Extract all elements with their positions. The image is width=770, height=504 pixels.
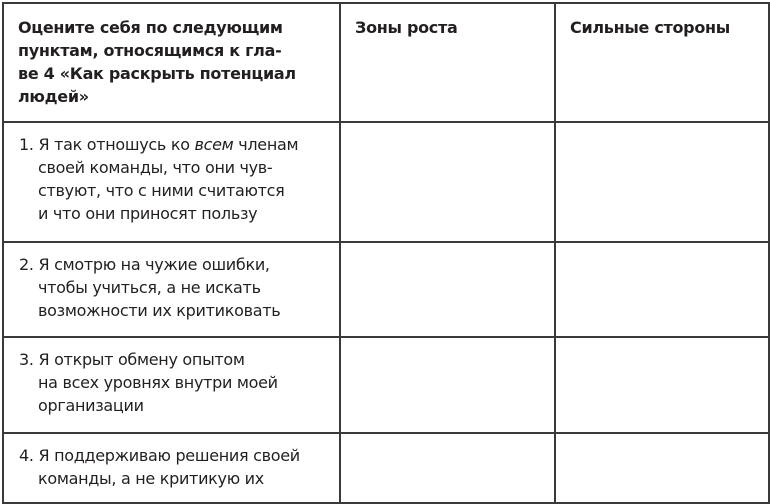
question-text: Я так отношусь ко [38,135,195,154]
header-row [3,3,769,122]
header-prompt [3,3,340,122]
table-row [3,337,769,433]
growth-zones-cell[interactable] [340,122,555,242]
strengths-cell[interactable] [555,122,769,242]
question-number: 4. [19,446,34,465]
question-text: членам [233,135,299,154]
question-line: своей команды, что они чув- [38,158,273,177]
table-row [3,433,769,503]
strengths-cell[interactable] [555,337,769,433]
strengths-cell[interactable] [555,242,769,337]
header-prompt-line: пунктам, относящимся к гла- [18,41,282,60]
question-text: Я смотрю на чужие ошибки, [38,255,270,274]
question-cell [3,242,340,337]
question-line [19,444,333,467]
growth-zones-cell[interactable] [340,433,555,503]
question-text: Я открыт обмену опытом [38,350,245,369]
question-line: на всех уровнях внутри моей [38,373,278,392]
question-cell [3,122,340,242]
header-strengths: Сильные стороны [555,3,769,122]
question-number: 2. [19,255,34,274]
self-assessment-table [2,2,770,504]
growth-zones-cell[interactable] [340,337,555,433]
question-cell [3,337,340,433]
question-line: ствуют, что с ними считаются [38,181,285,200]
question-text: Я поддерживаю решения своей [38,446,300,465]
question-cell [3,433,340,503]
question-number: 1. [19,135,34,154]
header-prompt-line: ве 4 «Как раскрыть потенциал [18,64,296,83]
question-emphasis: всем [194,135,234,154]
header-prompt-line: Оцените себя по следующим [18,18,283,37]
question-line: чтобы учиться, а не искать [38,278,261,297]
question-number: 3. [19,350,34,369]
header-growth-zones: Зоны роста [340,3,555,122]
growth-zones-cell[interactable] [340,242,555,337]
question-line: и что они приносят пользу [38,204,258,223]
table-row [3,122,769,242]
question-line [19,253,333,276]
question-line [19,133,333,156]
question-line: организации [38,396,144,415]
question-line: команды, а не критикую их [38,469,264,488]
header-prompt-line: людей» [18,87,89,106]
question-line [19,348,333,371]
strengths-cell[interactable] [555,433,769,503]
question-line: возможности их критиковать [38,301,281,320]
table-row [3,242,769,337]
